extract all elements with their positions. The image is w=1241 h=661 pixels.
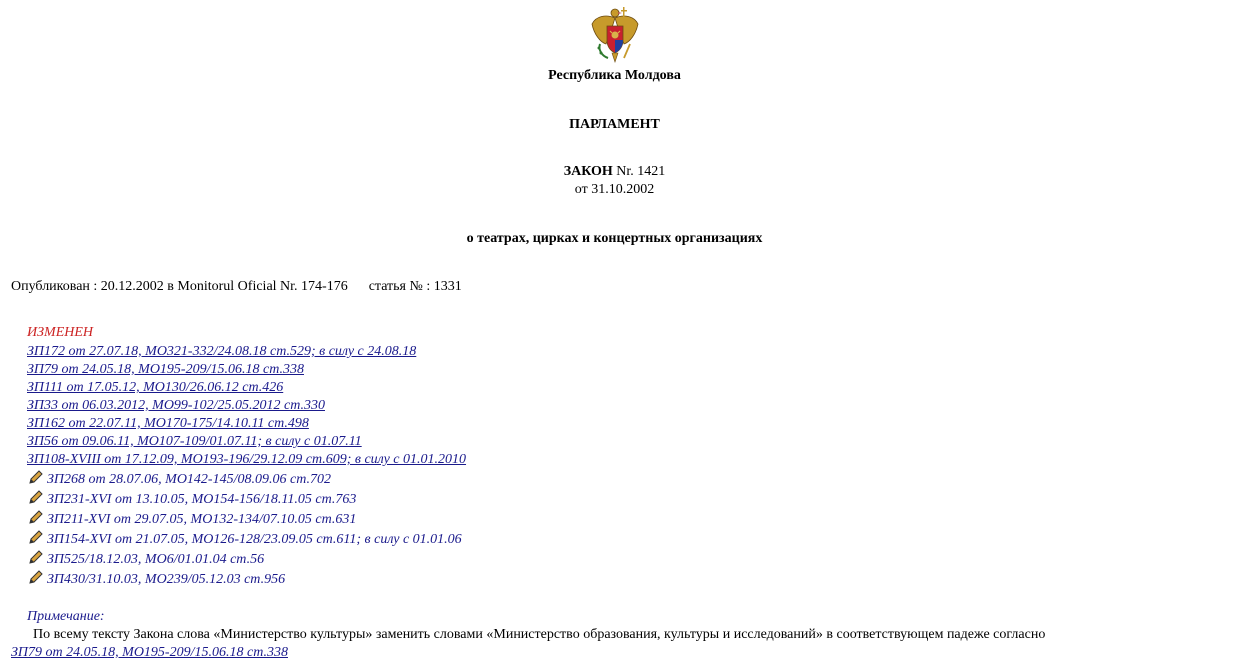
pencil-icon[interactable] bbox=[27, 569, 44, 586]
amendment-link[interactable]: ЗП231-XVI от 13.10.05, МО154-156/18.11.05 ст.763 bbox=[47, 492, 357, 507]
amended-label: ИЗМЕНЕН bbox=[27, 325, 94, 340]
country-name: Республика Молдова bbox=[548, 68, 681, 83]
law-word: ЗАКОН bbox=[563, 164, 613, 179]
list-item bbox=[27, 361, 466, 379]
pencil-icon[interactable] bbox=[27, 549, 44, 566]
list-item bbox=[27, 469, 466, 489]
law-date: от 31.10.2002 bbox=[574, 182, 655, 197]
list-item bbox=[27, 509, 466, 529]
amendment-link[interactable]: ЗП525/18.12.03, МО6/01.01.04 ст.56 bbox=[47, 552, 265, 567]
note-text: По всему тексту Закона слова «Министерство культуры» заменить словами «Министерство образования, культуры и исследований» в соответствующем падеже согласно bbox=[33, 627, 1046, 642]
law-heading bbox=[0, 164, 1229, 180]
amendment-link[interactable]: ЗП154-XVI от 21.07.05, МО126-128/23.09.05 ст.611; в силу с 01.01.06 bbox=[47, 532, 462, 547]
amendment-link[interactable]: ЗП79 от 24.05.18, МО195-209/15.06.18 ст.338 bbox=[27, 362, 304, 377]
amendment-link[interactable]: ЗП111 от 17.05.12, МО130/26.06.12 ст.426 bbox=[27, 380, 284, 395]
pencil-icon[interactable] bbox=[27, 529, 44, 546]
list-item bbox=[27, 433, 466, 451]
amendment-link[interactable]: ЗП172 от 27.07.18, МО321-332/24.08.18 ст.529; в силу с 24.08.18 bbox=[27, 344, 417, 359]
law-title: о театрах, цирках и концертных организациях bbox=[466, 231, 763, 246]
list-item bbox=[27, 549, 466, 569]
amendments-list bbox=[27, 343, 466, 589]
pencil-icon[interactable] bbox=[27, 489, 44, 506]
list-item bbox=[27, 415, 466, 433]
list-item bbox=[27, 379, 466, 397]
note-reference-link[interactable]: ЗП79 от 24.05.18, МО195-209/15.06.18 ст.338 bbox=[11, 645, 288, 660]
amendment-link[interactable]: ЗП162 от 22.07.11, МО170-175/14.10.11 ст.498 bbox=[27, 416, 309, 431]
list-item bbox=[27, 489, 466, 509]
coat-of-arms-icon bbox=[588, 4, 642, 64]
list-item bbox=[27, 451, 466, 469]
amendment-link[interactable]: ЗП430/31.10.03, МО239/05.12.03 ст.956 bbox=[47, 572, 286, 587]
institution-name: ПАРЛАМЕНТ bbox=[569, 117, 660, 132]
publication-info: Опубликован : 20.12.2002 в Monitorul Oficial Nr. 174-176 статья № : 1331 bbox=[11, 279, 462, 294]
pencil-icon[interactable] bbox=[27, 509, 44, 526]
amendment-link[interactable]: ЗП56 от 09.06.11, МО107-109/01.07.11; в силу с 01.07.11 bbox=[27, 434, 362, 449]
note-label: Примечание: bbox=[27, 609, 105, 624]
list-item bbox=[27, 397, 466, 415]
amendment-link[interactable]: ЗП108-XVIII от 17.12.09, МО193-196/29.12.09 ст.609; в силу с 01.01.2010 bbox=[27, 452, 467, 467]
amendment-link[interactable]: ЗП268 от 28.07.06, МО142-145/08.09.06 ст.702 bbox=[47, 472, 331, 487]
list-item bbox=[27, 569, 466, 589]
amendment-link[interactable]: ЗП33 от 06.03.2012, МО99-102/25.05.2012 ст.330 bbox=[27, 398, 325, 413]
list-item bbox=[27, 529, 466, 549]
list-item bbox=[27, 343, 466, 361]
amendment-link[interactable]: ЗП211-XVI от 29.07.05, МО132-134/07.10.05 ст.631 bbox=[47, 512, 357, 527]
law-number: Nr. 1421 bbox=[616, 164, 666, 179]
pencil-icon[interactable] bbox=[27, 469, 44, 486]
